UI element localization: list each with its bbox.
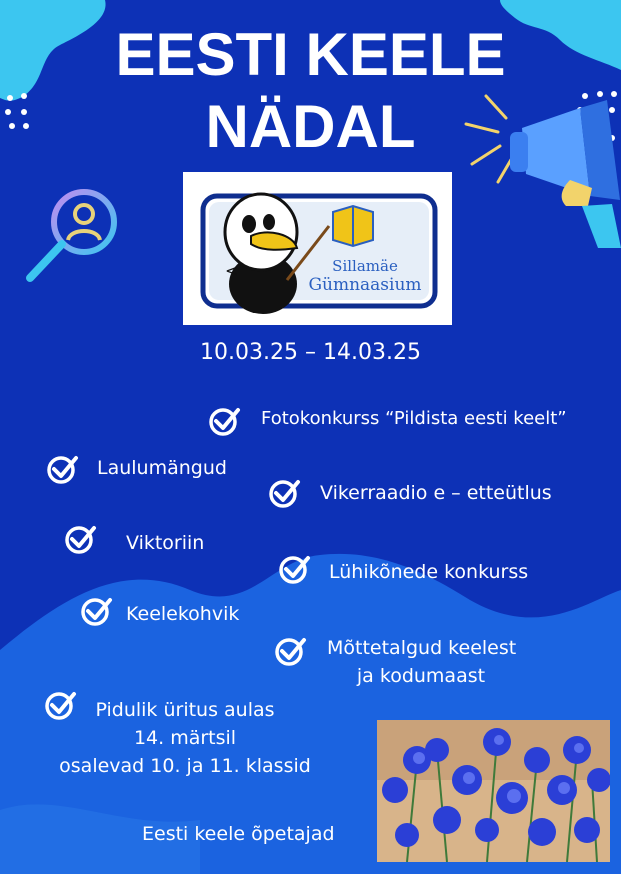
megaphone-icon bbox=[462, 88, 621, 248]
activity-photo-contest: Fotokonkurss “Pildista eesti keelt” bbox=[261, 408, 567, 429]
activity-brainstorm-line-1: Mõttetalgud keelest bbox=[327, 637, 517, 659]
activity-dictation: Vikerraadio e – etteütlus bbox=[320, 482, 552, 504]
logo-text-line-2: Gümnaasium bbox=[308, 275, 422, 295]
activity-ceremony-line-3: osalevad 10. ja 11. klassid bbox=[59, 755, 311, 777]
check-icon bbox=[46, 452, 80, 486]
check-icon bbox=[278, 552, 312, 586]
check-icon bbox=[64, 522, 98, 556]
event-dates: 10.03.25 – 14.03.25 bbox=[200, 340, 421, 365]
check-icon bbox=[208, 404, 242, 438]
title-line-2: NÄDAL bbox=[205, 93, 416, 160]
activity-ceremony-line-2: 14. märtsil bbox=[133, 727, 237, 749]
activity-language-cafe: Keelekohvik bbox=[126, 603, 240, 625]
magnifier-user-icon bbox=[22, 182, 126, 286]
check-icon bbox=[80, 594, 114, 628]
check-icon bbox=[268, 476, 302, 510]
activity-brainstorm-line-2: ja kodumaast bbox=[356, 665, 486, 687]
activity-singing-games: Laulumängud bbox=[97, 457, 227, 479]
school-logo bbox=[183, 172, 452, 325]
footer-teachers: Eesti keele õpetajad bbox=[142, 823, 335, 845]
cornflower-photo bbox=[377, 720, 610, 862]
title-line-1: EESTI KEELE bbox=[115, 21, 506, 88]
activity-quiz: Viktoriin bbox=[126, 532, 205, 554]
activity-ceremony-line-1: Pidulik üritus aulas bbox=[95, 699, 275, 721]
activity-speech-contest: Lühikõnede konkurss bbox=[329, 561, 529, 583]
svg-text:<: < bbox=[225, 261, 239, 280]
logo-text-line-1: Sillamäe bbox=[332, 257, 398, 275]
check-icon bbox=[274, 634, 308, 668]
